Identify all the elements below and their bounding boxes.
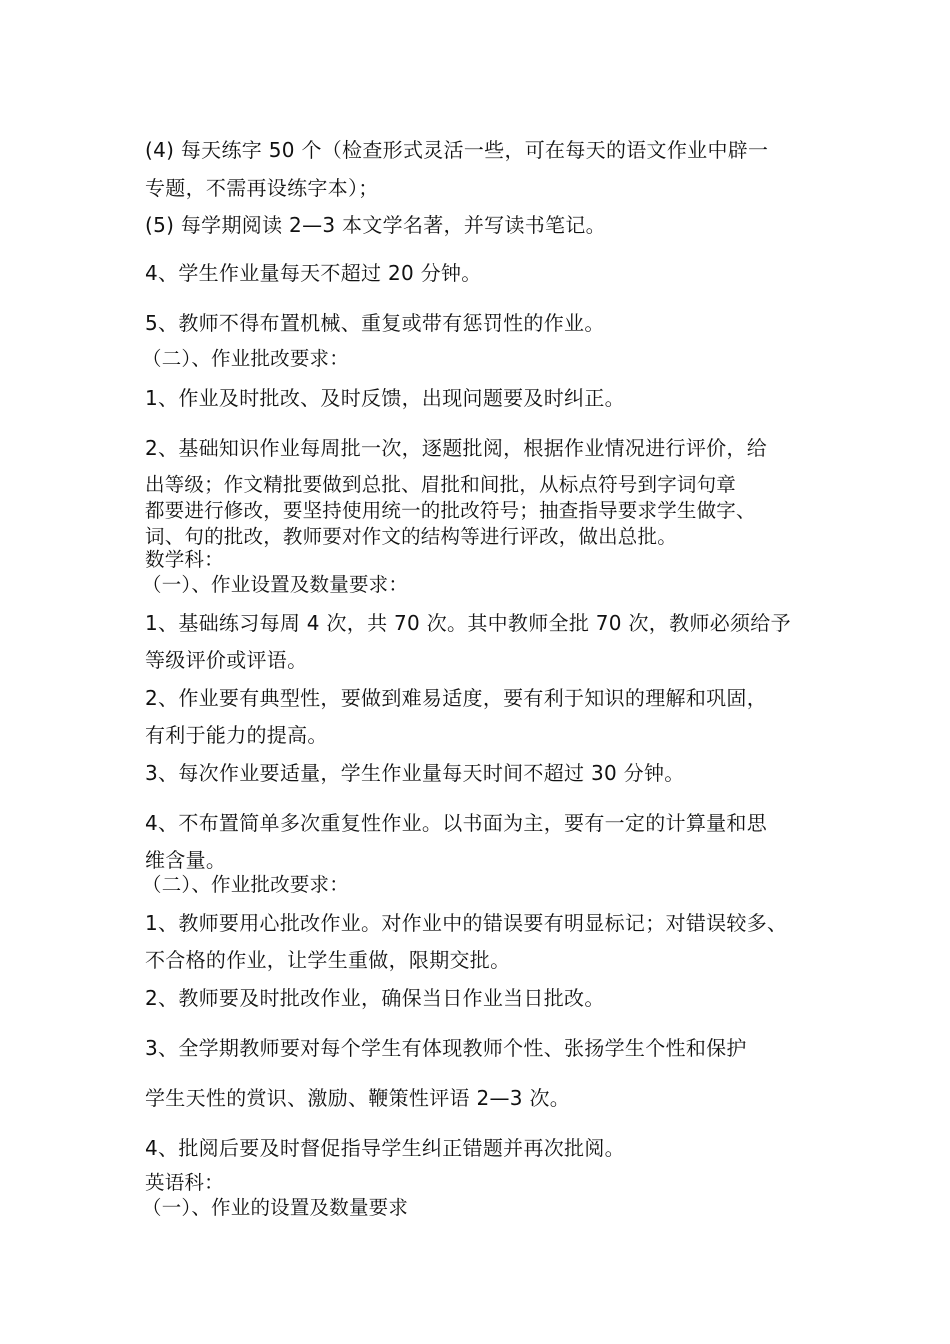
text-line: 词、句的批改，教师要对作文的结构等进行评改，做出总批。: [145, 525, 677, 548]
text-line: 学生天性的赏识、激励、鞭策性评语 2—3 次。: [145, 1086, 571, 1110]
text-line: 1、教师要用心批改作业。对作业中的错误要有明显标记；对错误较多、: [145, 911, 788, 935]
text-line: 3、每次作业要适量，学生作业量每天时间不超过 30 分钟。: [145, 761, 685, 785]
subject-heading: 数学科：: [145, 548, 224, 571]
text-line: 不合格的作业，让学生重做，限期交批。: [145, 948, 511, 972]
text-line: 都要进行修改，要坚持使用统一的批改符号；抽查指导要求学生做字、: [145, 499, 756, 522]
section-heading: （二）、作业批改要求：: [142, 347, 349, 370]
text-line: 4、批阅后要及时督促指导学生纠正错题并再次批阅。: [145, 1136, 625, 1160]
text-line: 3、全学期教师要对每个学生有体现教师个性、张扬学生个性和保护: [145, 1036, 747, 1060]
text-line: 等级评价或评语。: [145, 648, 308, 672]
section-heading: （二）、作业批改要求：: [142, 873, 349, 896]
section-heading: （一）、作业的设置及数量要求: [142, 1196, 409, 1219]
text-line: (4) 每天练字 50 个（检查形式灵活一些，可在每天的语文作业中辟一: [145, 138, 769, 162]
subject-heading: 英语科：: [145, 1171, 224, 1194]
text-line: 2、基础知识作业每周批一次，逐题批阅，根据作业情况进行评价，给: [145, 436, 768, 460]
text-line: 2、教师要及时批改作业，确保当日作业当日批改。: [145, 986, 605, 1010]
section-heading: （一）、作业设置及数量要求：: [142, 573, 409, 596]
text-line: 专题，不需再设练字本）；: [145, 176, 379, 200]
text-line: 1、作业及时批改、及时反馈，出现问题要及时纠正。: [145, 386, 625, 410]
text-line: 维含量。: [145, 848, 227, 872]
text-line: 出等级；作文精批要做到总批、眉批和间批，从标点符号到字词句章: [145, 473, 737, 496]
text-line: 2、作业要有典型性，要做到难易适度，要有利于知识的理解和巩固，: [145, 686, 768, 710]
text-line: (5) 每学期阅读 2—3 本文学名著，并写读书笔记。: [145, 213, 606, 237]
text-line: 4、不布置简单多次重复性作业。以书面为主，要有一定的计算量和思: [145, 811, 768, 835]
text-line: 4、学生作业量每天不超过 20 分钟。: [145, 261, 482, 285]
text-line: 1、基础练习每周 4 次，共 70 次。其中教师全批 70 次，教师必须给予: [145, 611, 791, 635]
text-line: 有利于能力的提高。: [145, 723, 328, 747]
text-line: 5、教师不得布置机械、重复或带有惩罚性的作业。: [145, 311, 605, 335]
